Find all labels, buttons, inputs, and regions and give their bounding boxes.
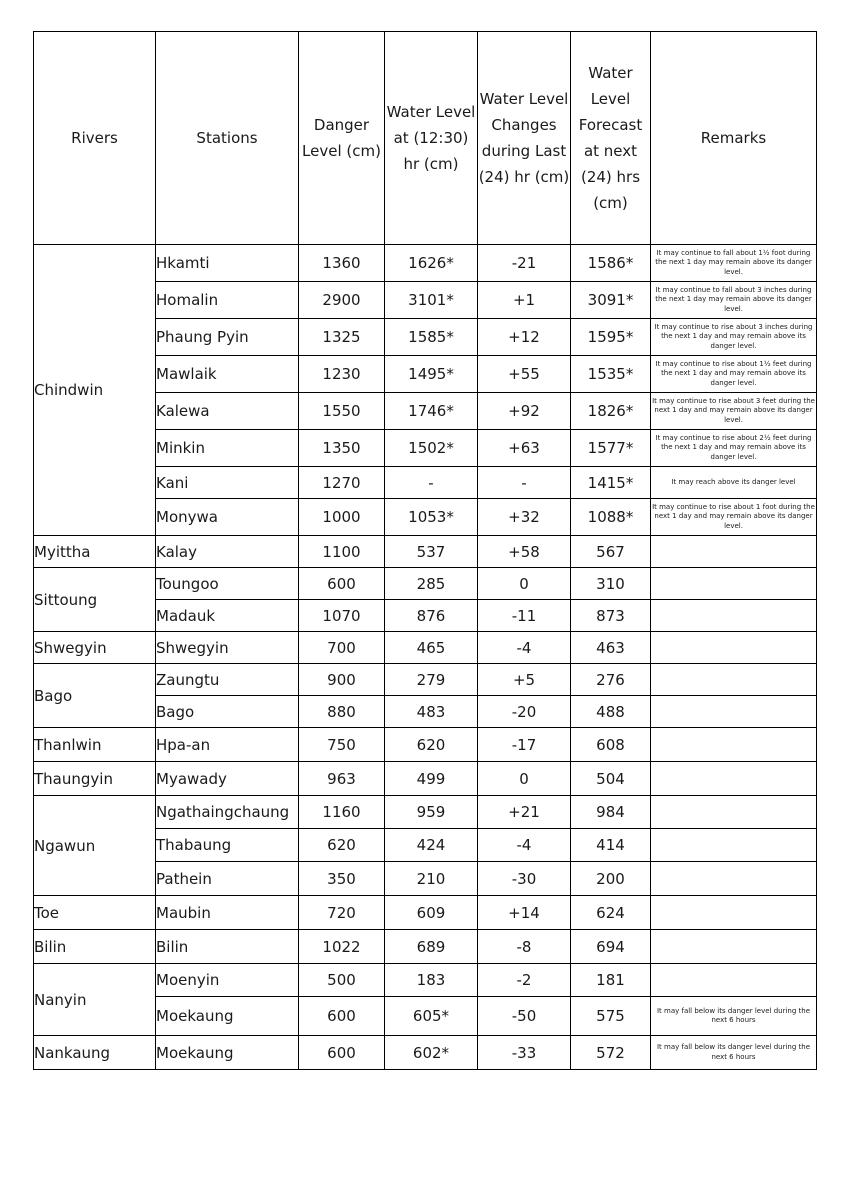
- remarks-cell: It may continue to rise about 3 inches during the next 1 day and may remain above its danger level.: [651, 319, 817, 356]
- table-row: [34, 632, 817, 664]
- station-name-cell: Toungoo: [156, 568, 299, 600]
- river-name-cell: Shwegyin: [34, 632, 156, 664]
- water-level-change-cell: +5: [478, 664, 571, 696]
- station-name-cell: Moenyin: [156, 964, 299, 997]
- danger-level-cell: 350: [299, 862, 385, 896]
- station-name-cell: Bilin: [156, 930, 299, 964]
- danger-level-cell: 750: [299, 728, 385, 762]
- water-level-forecast-cell: 1595*: [571, 319, 651, 356]
- water-level-cell: 1626*: [385, 245, 478, 282]
- water-level-forecast-cell: 873: [571, 600, 651, 632]
- water-level-forecast-cell: 1535*: [571, 356, 651, 393]
- remarks-cell: [651, 728, 817, 762]
- water-level-change-cell: -8: [478, 930, 571, 964]
- water-level-cell: 1053*: [385, 499, 478, 536]
- water-level-forecast-cell: 608: [571, 728, 651, 762]
- remarks-cell: [651, 930, 817, 964]
- remarks-cell: It may continue to rise about 1 foot during the next 1 day and may remain above its danger level.: [651, 499, 817, 536]
- water-level-cell: 959: [385, 796, 478, 829]
- danger-level-cell: 1350: [299, 430, 385, 467]
- water-level-change-cell: +63: [478, 430, 571, 467]
- water-level-forecast-cell: 463: [571, 632, 651, 664]
- water-level-cell: 483: [385, 696, 478, 728]
- station-name-cell: Moekaung: [156, 997, 299, 1036]
- water-level-forecast-cell: 572: [571, 1036, 651, 1070]
- table-row: [34, 664, 817, 696]
- water-level-change-cell: +58: [478, 536, 571, 568]
- station-name-cell: Zaungtu: [156, 664, 299, 696]
- water-level-cell: 279: [385, 664, 478, 696]
- station-name-cell: Kalewa: [156, 393, 299, 430]
- water-level-cell: 1495*: [385, 356, 478, 393]
- header-rivers: Rivers: [34, 32, 156, 245]
- water-level-change-cell: -20: [478, 696, 571, 728]
- table-row: [34, 762, 817, 796]
- remarks-cell: [651, 632, 817, 664]
- river-name-cell: Ngawun: [34, 796, 156, 896]
- river-name-cell: Thaungyin: [34, 762, 156, 796]
- header-water-level-forecast: Water Level Forecast at next (24) hrs (cm): [571, 32, 651, 245]
- station-name-cell: Thabaung: [156, 829, 299, 862]
- water-level-change-cell: +14: [478, 896, 571, 930]
- danger-level-cell: 600: [299, 1036, 385, 1070]
- water-level-change-cell: +55: [478, 356, 571, 393]
- table-row: [34, 245, 817, 282]
- water-level-change-cell: -17: [478, 728, 571, 762]
- water-level-forecast-cell: 488: [571, 696, 651, 728]
- danger-level-cell: 900: [299, 664, 385, 696]
- remarks-cell: It may continue to rise about 2½ feet during the next 1 day and may remain above its danger level.: [651, 430, 817, 467]
- water-level-cell: 424: [385, 829, 478, 862]
- header-water-level-changes: Water Level Changes during Last (24) hr (cm): [478, 32, 571, 245]
- danger-level-cell: 600: [299, 997, 385, 1036]
- remarks-cell: It may continue to rise about 3 feet during the next 1 day and may remain above its danger level.: [651, 393, 817, 430]
- station-name-cell: Maubin: [156, 896, 299, 930]
- water-level-change-cell: -4: [478, 632, 571, 664]
- water-level-cell: 183: [385, 964, 478, 997]
- table-row: [34, 536, 817, 568]
- station-name-cell: Kalay: [156, 536, 299, 568]
- remarks-cell: It may continue to rise about 1½ feet during the next 1 day and may remain above its danger level.: [651, 356, 817, 393]
- water-level-change-cell: -33: [478, 1036, 571, 1070]
- water-level-cell: 620: [385, 728, 478, 762]
- table-row: [34, 568, 817, 600]
- water-level-forecast-cell: 181: [571, 964, 651, 997]
- remarks-cell: [651, 796, 817, 829]
- remarks-cell: It may continue to fall about 1½ foot during the next 1 day may remain above its danger level.: [651, 245, 817, 282]
- river-name-cell: Toe: [34, 896, 156, 930]
- water-level-cell: 537: [385, 536, 478, 568]
- remarks-cell: It may reach above its danger level: [651, 467, 817, 499]
- danger-level-cell: 880: [299, 696, 385, 728]
- water-level-change-cell: -2: [478, 964, 571, 997]
- water-level-forecast-cell: 3091*: [571, 282, 651, 319]
- station-name-cell: Pathein: [156, 862, 299, 896]
- station-name-cell: Hkamti: [156, 245, 299, 282]
- station-name-cell: Moekaung: [156, 1036, 299, 1070]
- danger-level-cell: 1270: [299, 467, 385, 499]
- water-level-cell: 3101*: [385, 282, 478, 319]
- water-level-cell: 602*: [385, 1036, 478, 1070]
- river-name-cell: Myittha: [34, 536, 156, 568]
- water-level-change-cell: -4: [478, 829, 571, 862]
- remarks-cell: [651, 696, 817, 728]
- water-level-cell: 285: [385, 568, 478, 600]
- water-level-forecast-cell: 575: [571, 997, 651, 1036]
- remarks-cell: [651, 829, 817, 862]
- table-row: [34, 796, 817, 829]
- station-name-cell: Phaung Pyin: [156, 319, 299, 356]
- river-name-cell: Thanlwin: [34, 728, 156, 762]
- danger-level-cell: 700: [299, 632, 385, 664]
- remarks-cell: It may continue to fall about 3 inches during the next 1 day may remain above its danger level.: [651, 282, 817, 319]
- water-level-cell: 609: [385, 896, 478, 930]
- danger-level-cell: 1100: [299, 536, 385, 568]
- station-name-cell: Shwegyin: [156, 632, 299, 664]
- remarks-cell: [651, 568, 817, 600]
- river-name-cell: Sittoung: [34, 568, 156, 632]
- water-level-cell: 210: [385, 862, 478, 896]
- water-level-change-cell: -21: [478, 245, 571, 282]
- station-name-cell: Bago: [156, 696, 299, 728]
- remarks-cell: [651, 536, 817, 568]
- station-name-cell: Homalin: [156, 282, 299, 319]
- danger-level-cell: 1000: [299, 499, 385, 536]
- station-name-cell: Madauk: [156, 600, 299, 632]
- water-level-cell: 876: [385, 600, 478, 632]
- station-name-cell: Kani: [156, 467, 299, 499]
- danger-level-cell: 2900: [299, 282, 385, 319]
- water-level-change-cell: +12: [478, 319, 571, 356]
- water-level-forecast-cell: 1415*: [571, 467, 651, 499]
- water-level-cell: 1502*: [385, 430, 478, 467]
- danger-level-cell: 963: [299, 762, 385, 796]
- water-level-cell: 689: [385, 930, 478, 964]
- table-row: [34, 930, 817, 964]
- station-name-cell: Monywa: [156, 499, 299, 536]
- danger-level-cell: 620: [299, 829, 385, 862]
- station-name-cell: Myawady: [156, 762, 299, 796]
- water-level-forecast-cell: 984: [571, 796, 651, 829]
- water-level-change-cell: +1: [478, 282, 571, 319]
- water-level-cell: 605*: [385, 997, 478, 1036]
- danger-level-cell: 720: [299, 896, 385, 930]
- header-danger-level: Danger Level (cm): [299, 32, 385, 245]
- water-level-forecast-cell: 310: [571, 568, 651, 600]
- water-level-change-cell: 0: [478, 568, 571, 600]
- table-row: [34, 896, 817, 930]
- water-level-change-cell: 0: [478, 762, 571, 796]
- river-name-cell: Nankaung: [34, 1036, 156, 1070]
- water-level-forecast-cell: 1088*: [571, 499, 651, 536]
- river-name-cell: Bilin: [34, 930, 156, 964]
- header-water-level: Water Level at (12:30) hr (cm): [385, 32, 478, 245]
- water-level-forecast-cell: 1586*: [571, 245, 651, 282]
- water-level-change-cell: -30: [478, 862, 571, 896]
- remarks-cell: It may fall below its danger level during the next 6 hours: [651, 1036, 817, 1070]
- danger-level-cell: 1550: [299, 393, 385, 430]
- water-level-forecast-cell: 1826*: [571, 393, 651, 430]
- danger-level-cell: 1230: [299, 356, 385, 393]
- water-level-forecast-cell: 414: [571, 829, 651, 862]
- remarks-cell: [651, 664, 817, 696]
- table-row: [34, 964, 817, 997]
- header-stations: Stations: [156, 32, 299, 245]
- table-row: [34, 1036, 817, 1070]
- station-name-cell: Ngathaingchaung: [156, 796, 299, 829]
- remarks-cell: [651, 762, 817, 796]
- danger-level-cell: 500: [299, 964, 385, 997]
- water-level-change-cell: +92: [478, 393, 571, 430]
- river-water-level-table: [33, 31, 817, 1070]
- river-name-cell: Bago: [34, 664, 156, 728]
- water-level-forecast-cell: 567: [571, 536, 651, 568]
- water-level-forecast-cell: 624: [571, 896, 651, 930]
- water-level-forecast-cell: 694: [571, 930, 651, 964]
- water-level-cell: -: [385, 467, 478, 499]
- station-name-cell: Mawlaik: [156, 356, 299, 393]
- remarks-cell: [651, 964, 817, 997]
- station-name-cell: Hpa-an: [156, 728, 299, 762]
- water-level-forecast-cell: 504: [571, 762, 651, 796]
- remarks-cell: It may fall below its danger level during the next 6 hours: [651, 997, 817, 1036]
- water-level-change-cell: -50: [478, 997, 571, 1036]
- header-remarks: Remarks: [651, 32, 817, 245]
- danger-level-cell: 1022: [299, 930, 385, 964]
- table-row: [34, 728, 817, 762]
- water-level-forecast-cell: 200: [571, 862, 651, 896]
- water-level-cell: 1746*: [385, 393, 478, 430]
- remarks-cell: [651, 896, 817, 930]
- water-level-forecast-cell: 276: [571, 664, 651, 696]
- water-level-change-cell: -11: [478, 600, 571, 632]
- header-row: [34, 32, 817, 245]
- water-level-forecast-cell: 1577*: [571, 430, 651, 467]
- danger-level-cell: 1360: [299, 245, 385, 282]
- danger-level-cell: 1160: [299, 796, 385, 829]
- danger-level-cell: 1070: [299, 600, 385, 632]
- water-level-change-cell: +21: [478, 796, 571, 829]
- water-level-cell: 465: [385, 632, 478, 664]
- river-name-cell: Nanyin: [34, 964, 156, 1036]
- river-name-cell: Chindwin: [34, 245, 156, 536]
- remarks-cell: [651, 862, 817, 896]
- danger-level-cell: 1325: [299, 319, 385, 356]
- water-level-change-cell: -: [478, 467, 571, 499]
- danger-level-cell: 600: [299, 568, 385, 600]
- water-level-change-cell: +32: [478, 499, 571, 536]
- table-body: [34, 245, 817, 1070]
- station-name-cell: Minkin: [156, 430, 299, 467]
- water-level-cell: 499: [385, 762, 478, 796]
- remarks-cell: [651, 600, 817, 632]
- water-level-cell: 1585*: [385, 319, 478, 356]
